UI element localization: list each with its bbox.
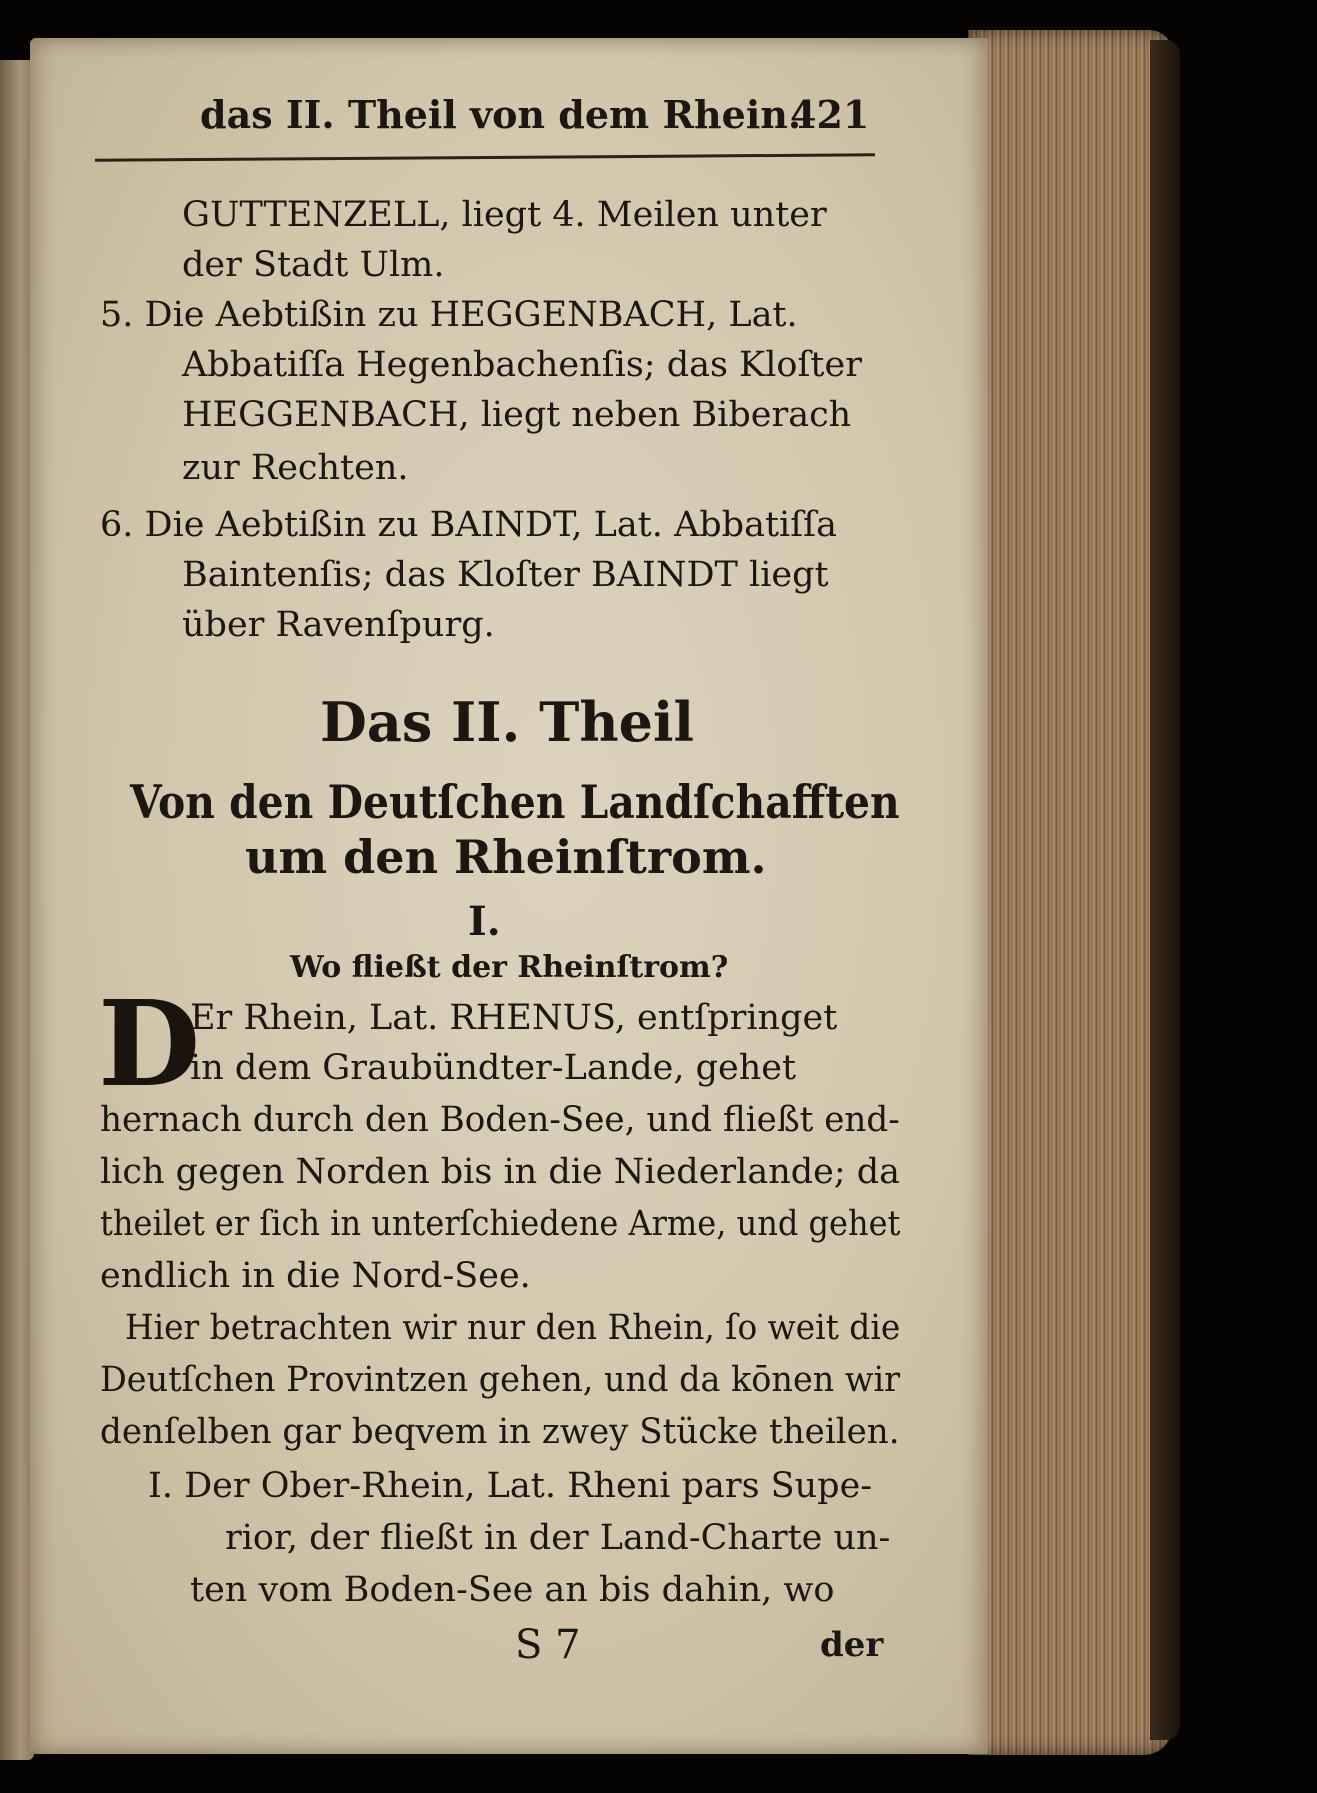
section-subtitle-line1: Von den Deutſchen Landſchafften <box>130 775 900 829</box>
section-subtitle-line2: um den Rheinſtrom. <box>245 830 767 884</box>
body-line: Er Rhein, Lat. RHENUS, entſpringet <box>190 998 838 1038</box>
entry-line: zur Rechten. <box>182 448 409 488</box>
entry-line: GUTTENZELL, liegt 4. Meilen unter <box>182 195 827 235</box>
body-line: rior, der fließt in der Land-Charte un- <box>225 1518 891 1558</box>
catchword: der <box>820 1625 884 1665</box>
body-line: ten vom Boden-See an bis dahin, wo <box>190 1570 835 1610</box>
book-page-edges <box>968 30 1173 1755</box>
body-line: hernach durch den Boden-See, und fließt end- <box>100 1100 900 1140</box>
running-header: das II. Theil von dem Rhein. <box>200 92 802 137</box>
drop-cap: D <box>98 974 201 1113</box>
body-line: theilet er ſich in unterſchiedene Arme, und gehet <box>100 1204 901 1244</box>
entry-line: Baintenſis; das Kloſter BAINDT liegt <box>182 555 829 595</box>
question-heading: Wo fließt der Rheinſtrom? <box>290 950 729 985</box>
body-line: endlich in die Nord-See. <box>100 1256 531 1296</box>
body-line: denſelben gar beqvem in zwey Stücke theilen. <box>100 1412 900 1452</box>
entry-line: HEGGENBACH, liegt neben Biberach <box>182 395 852 435</box>
entry-line: 5. Die Aebtißin zu HEGGENBACH, Lat. <box>100 295 798 335</box>
page-number: 421 <box>790 92 870 137</box>
body-line: Deutſchen Provintzen gehen, und da kōnen wir <box>100 1360 901 1400</box>
signature-mark: S 7 <box>515 1622 581 1668</box>
adjacent-page-edge <box>0 60 34 1760</box>
body-line: Hier betrachten wir nur den Rhein, ſo weit die <box>125 1308 901 1348</box>
section-title: Das II. Theil <box>320 690 694 754</box>
entry-line: der Stadt Ulm. <box>182 245 445 285</box>
question-number: I. <box>468 898 501 945</box>
entry-line: über Ravenſpurg. <box>182 605 495 645</box>
body-line: I. Der Ober-Rhein, Lat. Rheni pars Supe- <box>148 1466 873 1506</box>
book-cover-edge <box>1150 40 1180 1740</box>
body-line: in dem Graubündter-Lande, gehet <box>190 1048 797 1088</box>
body-line: lich gegen Norden bis in die Niederlande; da <box>100 1152 901 1192</box>
entry-line: Abbatiſſa Hegenbachenſis; das Kloſter <box>182 345 862 385</box>
entry-line: 6. Die Aebtißin zu BAINDT, Lat. Abbatiſſa <box>100 505 837 545</box>
